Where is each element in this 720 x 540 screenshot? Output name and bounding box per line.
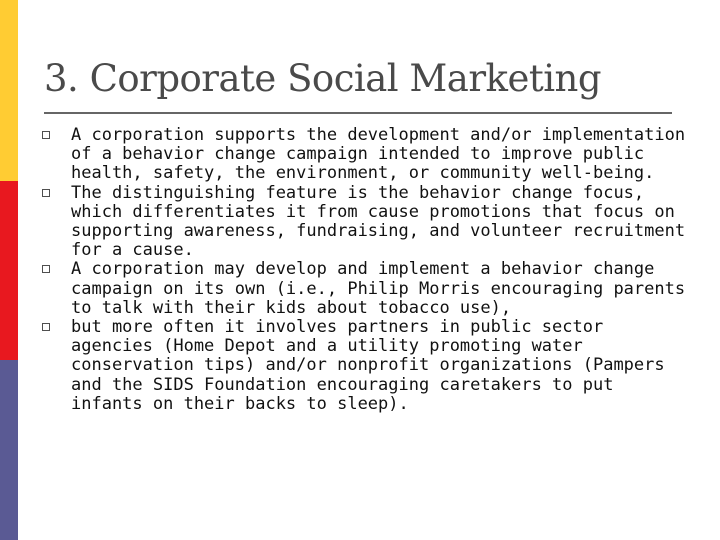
left-accent-stripe-yellow xyxy=(0,0,18,181)
slide-title: 3. Corporate Social Marketing xyxy=(44,57,602,100)
bullet-text: A corporation supports the development and/or implementation of a behavior change campaign intended to improve public health, safety, the environment, or community well-being. xyxy=(71,125,686,184)
bullet-item xyxy=(40,184,688,261)
left-accent-stripe-blue xyxy=(0,360,18,540)
hollow-square-bullet-icon xyxy=(42,323,50,331)
bullet-item xyxy=(40,318,688,414)
hollow-square-bullet-icon xyxy=(42,189,50,197)
bullet-text: A corporation may develop and implement a behavior change campaign on its own (i.e., Philip Morris encouraging parents to talk with their kids about tobacco use), xyxy=(71,259,686,318)
hollow-square-bullet-icon xyxy=(42,265,50,273)
bullet-text: The distinguishing feature is the behavior change focus, which differentiates it from cause promotions that focus on supporting awareness, fundraising, and volunteer recruitment for a cause. xyxy=(71,182,686,261)
title-underline xyxy=(44,112,672,114)
bullet-item xyxy=(40,260,688,318)
bullet-text: but more often it involves partners in public sector agencies (Home Depot and a utility promoting water conservation tips) and/or nonprofit organizations (Pampers and the SIDS Foundation encouraging caretakers to put infants on their backs to sleep). xyxy=(71,317,665,414)
bullet-item xyxy=(40,126,688,184)
left-accent-stripe-red xyxy=(0,181,18,360)
hollow-square-bullet-icon xyxy=(42,131,50,139)
bullet-list xyxy=(40,126,688,414)
